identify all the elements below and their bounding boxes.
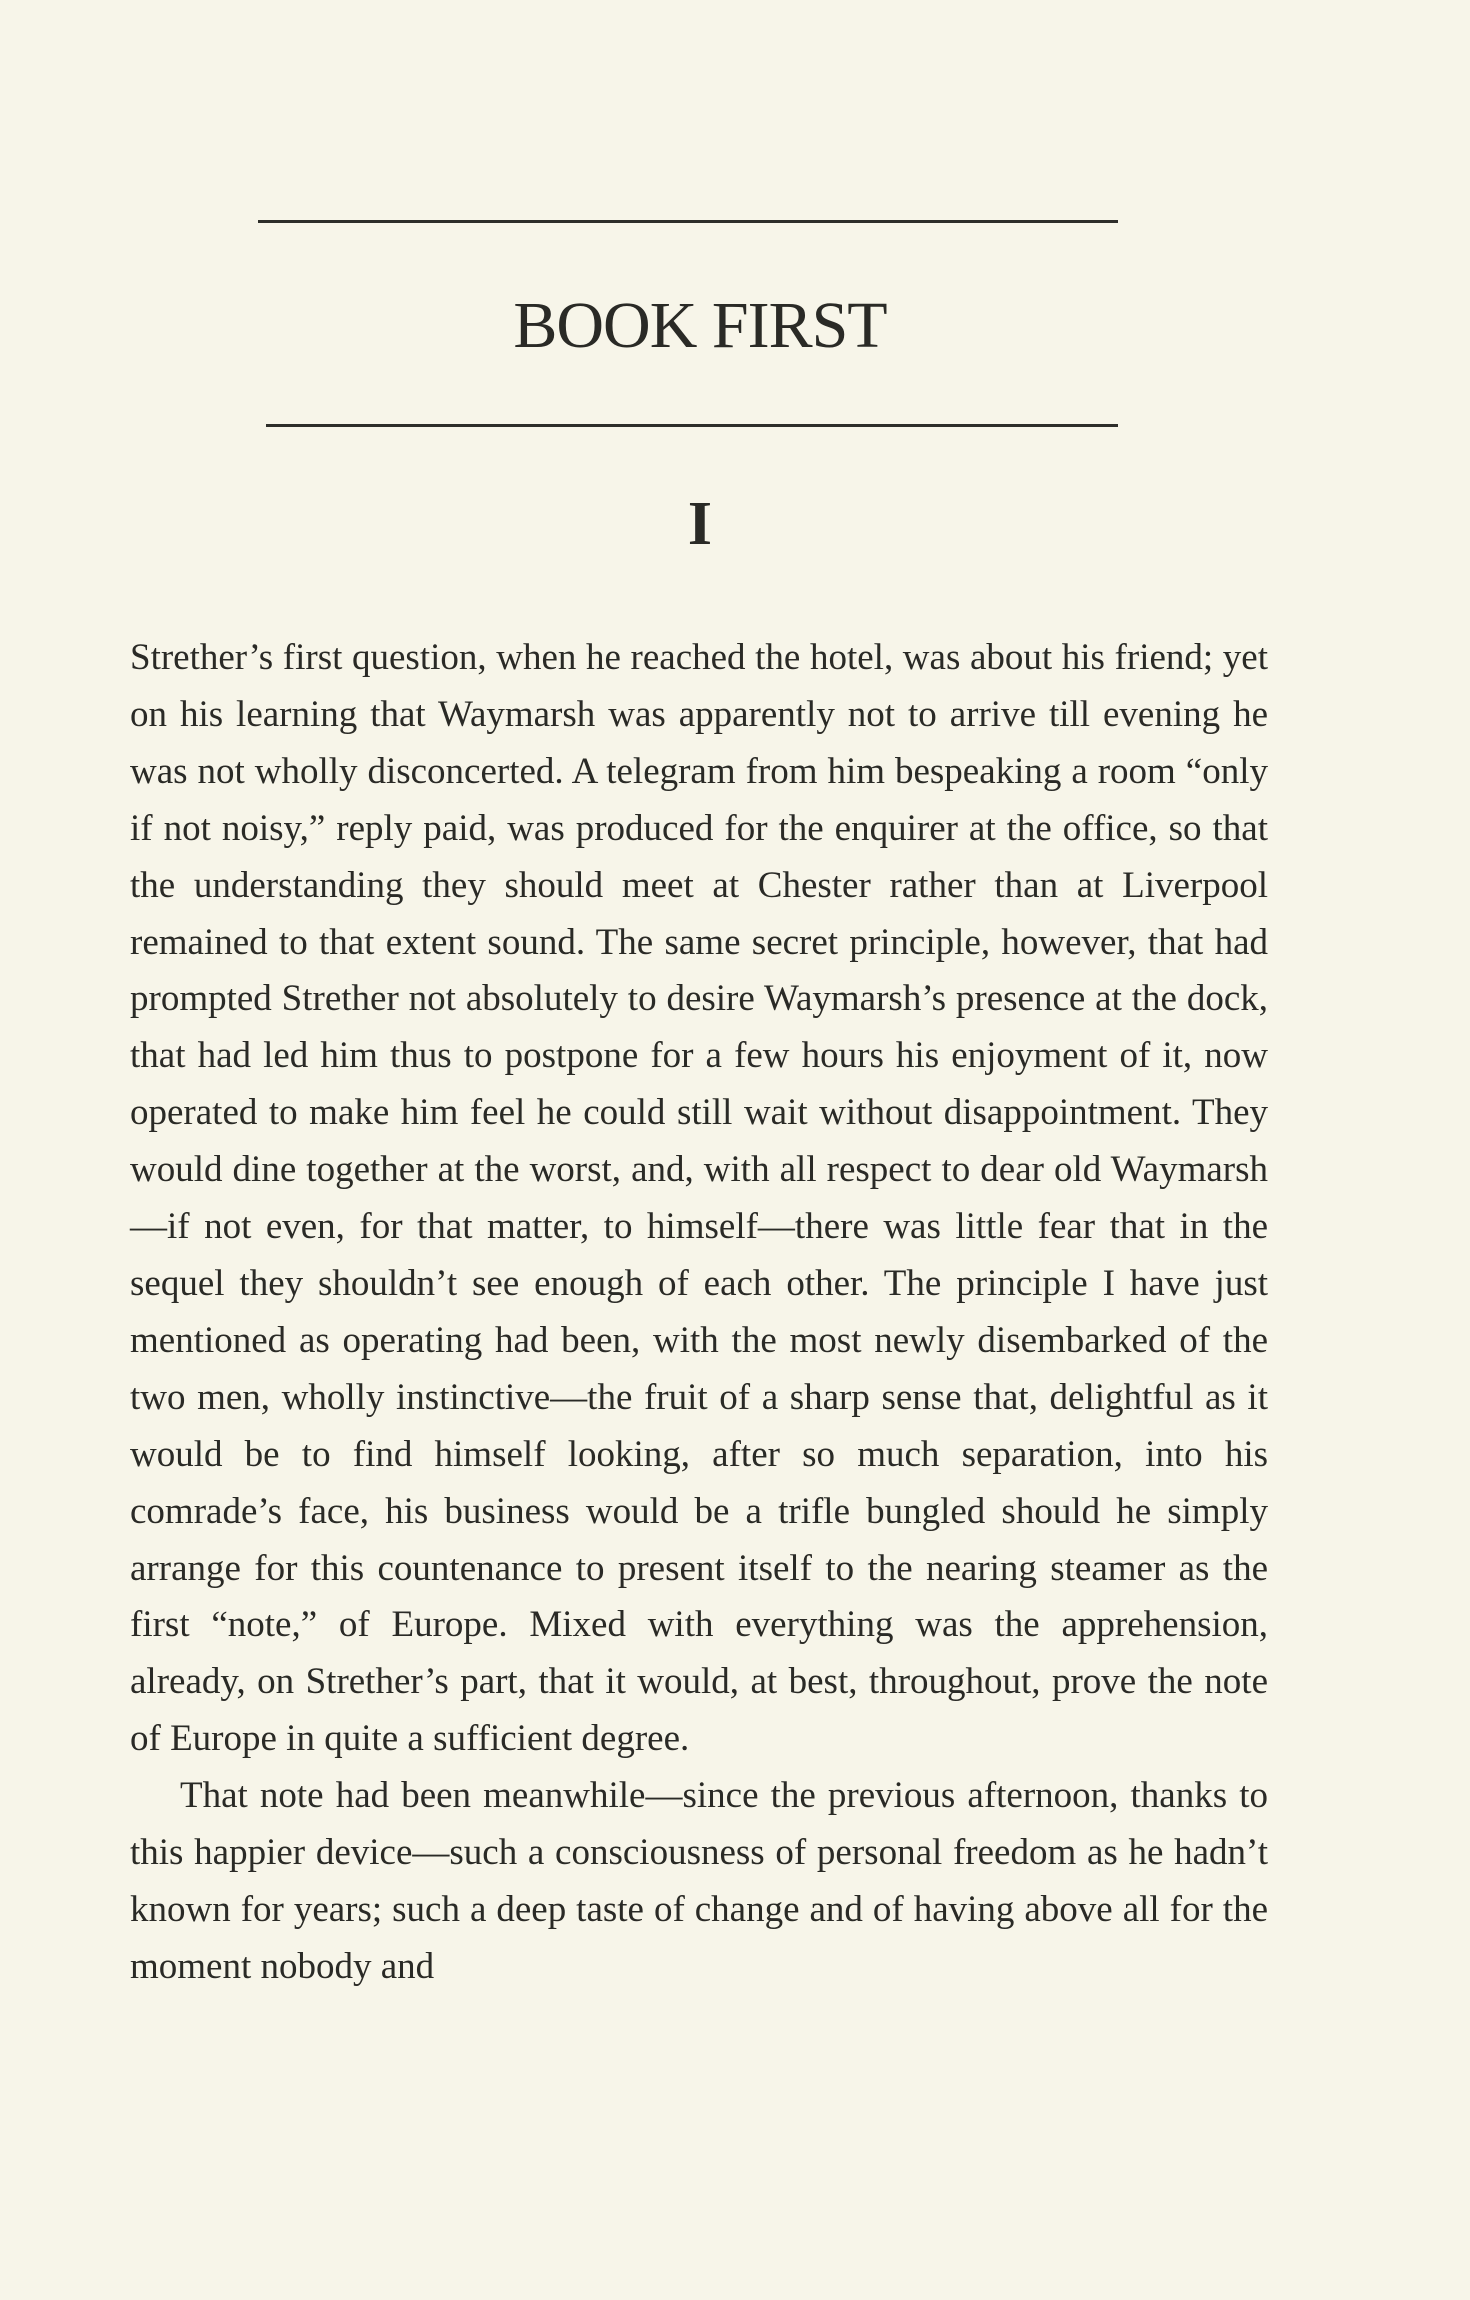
book-title: BOOK FIRST [513,289,887,362]
paragraph-1: Strether’s first question, when he reached the hotel, was about his friend; yet on his learning that Waymarsh was apparently not to arrive till evening he was not wholly disconcerted. A telegram from him bespeaking a room “only if not noisy,” reply paid, was produced for the enquirer at the office, so that the understanding they should meet at Chester rather than at Liverpool remained to that extent sound. The same secret principle, however, that had prompted Strether not absolutely to desire Waymarsh’s presence at the dock, that had led him thus to postpone for a few hours his enjoyment of it, now operated to make him feel he could still wait without disappointment. They would dine together at the worst, and, with all respect to dear old Waymarsh—if not even, for that matter, to himself—there was little fear that in the sequel they shouldn’t see enough of each other. The principle I have just mentioned as operating had been, with the most newly disembarked of the two men, wholly instinctive—the fruit of a sharp sense that, delightful as it would be to find himself looking, after so much separation, into his comrade’s face, his business would be a trifle bungled should he simply arrange for this countenance to present itself to the nearing steamer as the first “note,” of Europe. Mixed with everything was the apprehension, already, on Strether’s part, that it would, at best, throughout, prove the note of Europe in quite a sufficient degree. [130,637,1268,1760]
chapter-number: I [687,490,713,558]
bottom-rule [266,424,1118,427]
paragraph-2: That note had been meanwhile—since the previous afternoon, thanks to this happier device—such a consciousness of personal freedom as he hadn’t known for years; such a deep taste of change and of having above all for the moment nobody and [130,1775,1268,1987]
top-rule [258,220,1118,223]
chapter-body [130,630,1268,1996]
